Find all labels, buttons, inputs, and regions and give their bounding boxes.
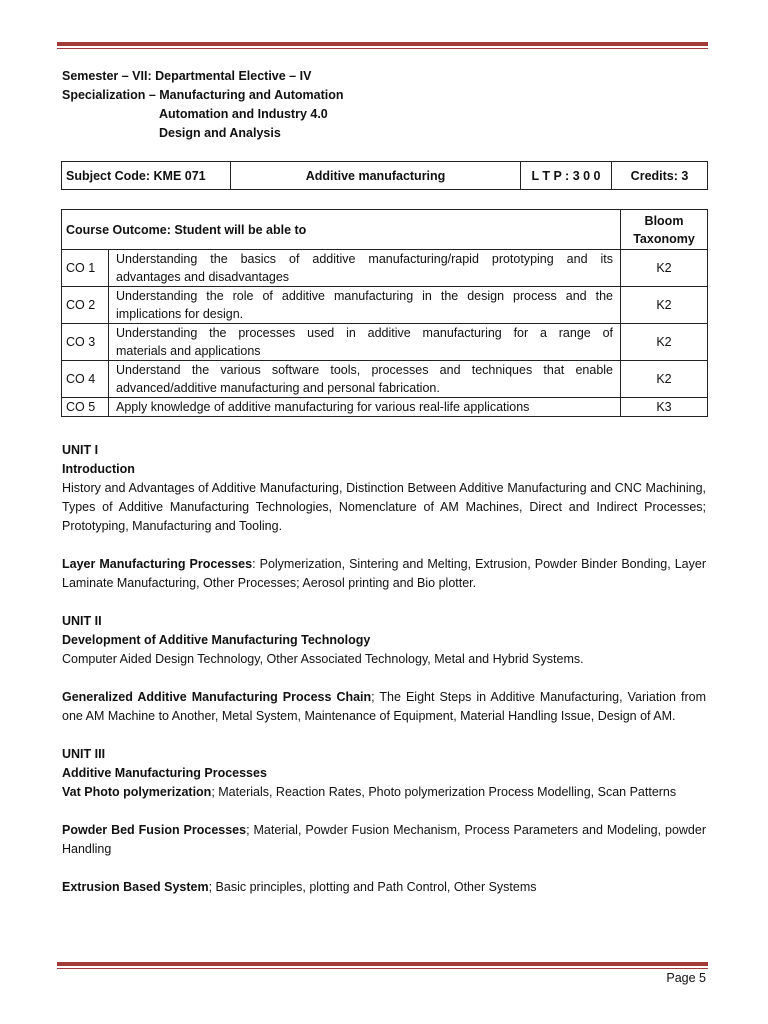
co-description: Understanding the basics of additive manufacturing/rapid prototyping and its advantages and disadvantages (109, 250, 621, 287)
unit-3-title: UNIT III (62, 747, 106, 761)
co-level: K2 (621, 361, 708, 398)
unit-2-title: UNIT II (62, 614, 102, 628)
unit-3-powder-bed: Powder Bed Fusion Processes; Material, Powder Fusion Mechanism, Process Parameters and Modeling, powder Handling (62, 823, 706, 856)
unit-2-text: Computer Aided Design Technology, Other Associated Technology, Metal and Hybrid Systems. (62, 652, 584, 666)
subject-ltp: L T P : 3 0 0 (521, 162, 612, 190)
co-level: K3 (621, 398, 708, 417)
unit-3-extrusion: Extrusion Based System; Basic principles, plotting and Path Control, Other Systems (62, 880, 537, 894)
top-rule (57, 42, 708, 49)
co-description: Understanding the processes used in additive manufacturing for a range of materials and applications (109, 324, 621, 361)
co-description: Apply knowledge of additive manufacturing for various real-life applications (109, 398, 621, 417)
table-row (62, 361, 708, 398)
co-level: K2 (621, 324, 708, 361)
table-row (62, 287, 708, 324)
unit-3-vat: Vat Photo polymerization; Materials, Reaction Rates, Photo polymerization Process Modelling, Scan Patterns (62, 785, 677, 799)
co-description: Understand the various software tools, processes and techniques that enable advanced/additive manufacturing and personal fabrication. (109, 361, 621, 398)
unit-1-heading: Introduction (62, 462, 135, 476)
table-header-row (62, 210, 708, 250)
table-row (62, 250, 708, 287)
subject-table (61, 161, 708, 190)
co-description: Understanding the role of additive manufacturing in the design process and the implications for design. (109, 287, 621, 324)
unit-3-heading: Additive Manufacturing Processes (62, 766, 267, 780)
unit-1-text: History and Advantages of Additive Manufacturing, Distinction Between Additive Manufacturing and CNC Machining, Types of Additive Manufacturing Technologies, Nomenclature of AM Machines, Direct and Indirect Processes; Prototyping, Manufacturing and Tooling. (62, 481, 706, 533)
syllabus-body (62, 441, 706, 897)
co-id: CO 5 (62, 398, 109, 417)
subject-name: Additive manufacturing (231, 162, 521, 190)
table-row (62, 398, 708, 417)
outcome-header: Course Outcome: Student will be able to (62, 210, 621, 250)
semester-line: Semester – VII: Departmental Elective – IV (62, 69, 312, 83)
table-row (62, 324, 708, 361)
co-id: CO 3 (62, 324, 109, 361)
subject-code: Subject Code: KME 071 (62, 162, 231, 190)
co-id: CO 2 (62, 287, 109, 324)
unit-1-title: UNIT I (62, 443, 99, 457)
co-level: K2 (621, 287, 708, 324)
co-id: CO 4 (62, 361, 109, 398)
specialization-sub-1: Automation and Industry 4.0 (159, 107, 328, 121)
course-header (62, 67, 344, 143)
course-outcome-table (61, 209, 708, 417)
specialization-sub-2: Design and Analysis (159, 126, 281, 140)
subject-credits: Credits: 3 (612, 162, 708, 190)
unit-2-heading: Development of Additive Manufacturing Technology (62, 633, 371, 647)
bloom-header: Bloom Taxonomy (621, 210, 708, 250)
specialization-line: Specialization – Manufacturing and Automation (62, 88, 344, 102)
bottom-rule (57, 962, 708, 969)
unit-1-subsection: Layer Manufacturing Processes: Polymerization, Sintering and Melting, Extrusion, Powder Binder Bonding, Layer Laminate Manufacturing, Other Processes; Aerosol printing and Bio plotter. (62, 557, 706, 590)
page-number: Page 5 (666, 971, 706, 985)
unit-2-subsection: Generalized Additive Manufacturing Process Chain; The Eight Steps in Additive Manufacturing, Variation from one AM Machine to Another, Metal System, Maintenance of Equipment, Material Handling Issue, Design of AM. (62, 690, 706, 723)
co-id: CO 1 (62, 250, 109, 287)
co-level: K2 (621, 250, 708, 287)
